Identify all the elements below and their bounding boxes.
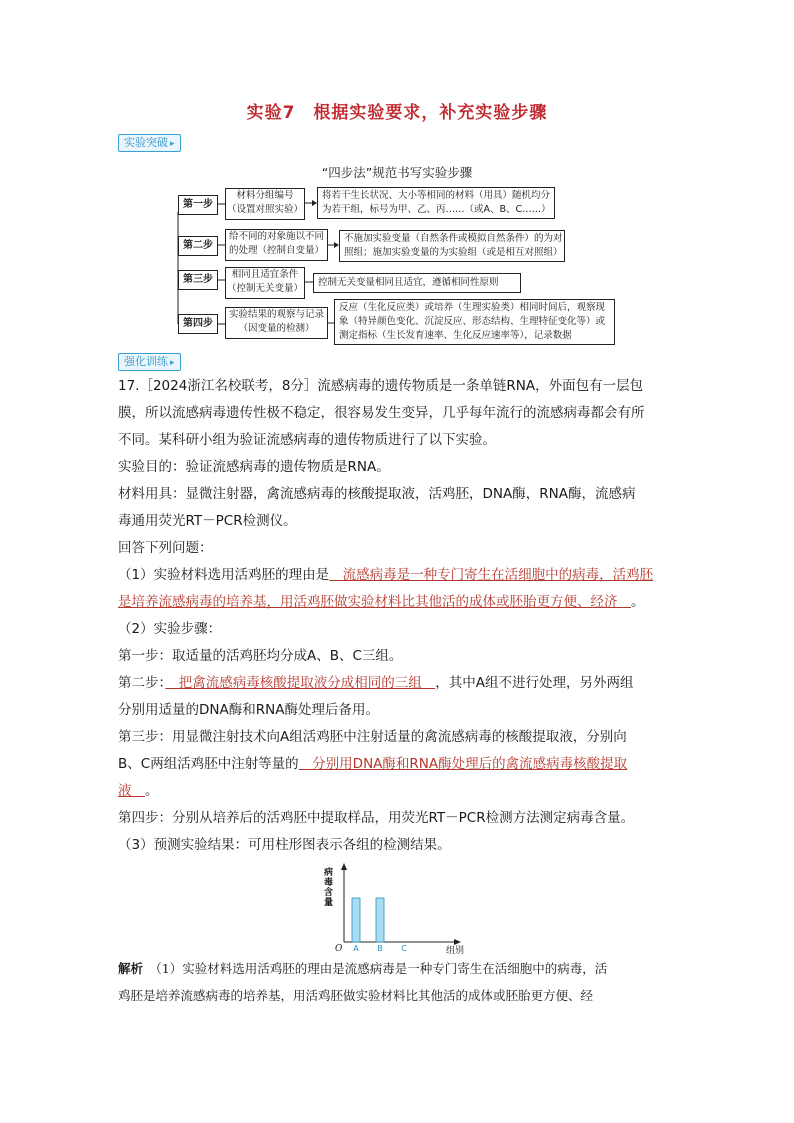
- q1-line: [118, 589, 678, 616]
- category-label-A: A: [353, 944, 359, 953]
- stem-line: 不同。某科研小组为验证流感病毒的遗传物质进行了以下实验。: [118, 432, 496, 448]
- materials-line: 毒通用荧光RT－PCR检测仪。: [118, 513, 297, 529]
- q1-answer: 流感病毒是一种专门寄生在活细胞中的病毒，活鸡胚: [329, 567, 654, 583]
- step-four: 第四步：分别从培养后的活鸡胚中提取样品，用荧光RT－PCR检测方法测定病毒含量。: [118, 810, 635, 826]
- step-three-line3: [118, 778, 678, 805]
- punctuation: 。: [145, 783, 159, 799]
- step-one: 第一步：取适量的活鸡胚均分成A、B、C三组。: [118, 648, 403, 664]
- tag-label: 实验突破: [124, 136, 168, 149]
- materials-line: 材料用具：显微注射器，禽流感病毒的核酸提取液，活鸡胚，DNA酶，RNA酶，流感病: [118, 486, 636, 502]
- analysis-label: 解析: [118, 961, 144, 976]
- bar-B: [376, 898, 384, 942]
- step-1-label: 第一步: [178, 195, 218, 215]
- q1-prefix: （1）实验材料选用活鸡胚的理由是: [118, 567, 330, 583]
- result-bar-chart: [318, 862, 478, 954]
- step-1-description: 将若干生长状况、大小等相同的材料（用具）随机均分 为若干组，标号为甲、乙、丙……（或A、B、C……）: [317, 187, 555, 219]
- stem-line: 17.［2024浙江名校联考，8分］流感病毒的遗传物质是一条单链RNA，外面包有一层包: [118, 378, 644, 394]
- step-2-label: 第二步: [178, 236, 218, 256]
- section-tag-training: [118, 353, 181, 371]
- y-axis-arrow: [341, 863, 347, 870]
- step-two-line2: 分别用适量的DNA酶和RNA酶处理后备用。: [118, 702, 379, 718]
- step-4-action: 实验结果的观察与记录 （因变量的检测）: [225, 307, 328, 339]
- step-three-line1: 第三步：用显微注射技术向A组活鸡胚中注射适量的禽流感病毒的核酸提取液，分别向: [118, 729, 627, 745]
- category-label-C: C: [401, 944, 407, 953]
- q1-line: [118, 562, 678, 589]
- step-3-label: 第三步: [178, 270, 218, 290]
- analysis-line: 鸡胚是培养流感病毒的培养基，用活鸡胚做实验材料比其他活的成体或胚胎更方便、经: [118, 988, 594, 1003]
- category-label-B: B: [377, 944, 383, 953]
- analysis-line: [118, 955, 678, 982]
- punctuation: 。: [631, 594, 645, 610]
- x-axis-arrow: [454, 939, 461, 945]
- step-2-action: 给不同的对象施以不同 的处理（控制自变量）: [225, 229, 328, 261]
- origin-label: O: [335, 944, 343, 954]
- step-two-suffix: ，其中A组不进行处理，另外两组: [435, 675, 634, 691]
- stem-line: 膜，所以流感病毒遗传性极不稳定，很容易发生变异，几乎每年流行的流感病毒都会有所: [118, 405, 645, 421]
- step-two-prefix: 第二步：: [118, 675, 166, 691]
- chevron-right-icon: ▸: [170, 358, 175, 368]
- step-two: [118, 670, 678, 697]
- question-stem: [118, 373, 678, 859]
- analysis-text: （1）实验材料选用活鸡胚的理由是流感病毒是一种专门寄生在活细胞中的病毒，活: [143, 961, 608, 976]
- step-4-description: 反应（生化反应类）或培养（生理实验类）相同时间后，观察现 象（特异颜色变化、沉淀反应、形态结构、生理特征变化等）或 测定指标（生长发育速率、生化反应速率等），记录数据: [334, 299, 615, 345]
- step-2-description: 不施加实验变量（自然条件或模拟自然条件）的为对 照组；施加实验变量的为实验组（或是相互对照组）: [339, 230, 565, 262]
- step-3-action: 相同且适宜条件 （控制无关变量）: [225, 267, 305, 299]
- tag-label: 强化训练: [124, 355, 168, 368]
- step-two-answer: 把禽流感病毒核酸提取液分成相同的三组: [165, 675, 436, 691]
- step-three-answer: 液: [118, 783, 145, 799]
- chevron-right-icon: ▸: [170, 139, 175, 149]
- q2-heading: （2）实验步骤：: [118, 621, 222, 637]
- step-three-prefix: B、C两组活鸡胚中注射等量的: [118, 756, 299, 772]
- step-1-action: 材料分组编号 （设置对照实验）: [225, 188, 305, 220]
- x-axis-label: 组别: [446, 946, 465, 954]
- analysis-block: [118, 955, 678, 1009]
- page-title: 实验7 根据实验要求，补充实验步骤: [246, 103, 548, 123]
- q3-heading: （3）预测实验结果：可用柱形图表示各组的检测结果。: [118, 837, 451, 853]
- y-axis-label: 病毒含量: [324, 868, 334, 908]
- q1-answer: 是培养流感病毒的培养基，用活鸡胚做实验材料比其他活的成体或胚胎更方便、经济: [118, 594, 631, 610]
- step-4-label: 第四步: [178, 314, 218, 334]
- prompt-line: 回答下列问题：: [118, 540, 213, 556]
- step-3-description: 控制无关变量相同且适宜，遵循相同性原则: [313, 273, 521, 293]
- bar-A: [352, 898, 360, 942]
- experiment-aim: 实验目的：验证流感病毒的遗传物质是RNA。: [118, 459, 390, 475]
- section-tag-experiment: [118, 134, 181, 152]
- flowchart-title: “四步法”规范书写实验步骤: [321, 165, 473, 180]
- step-three-answer: 分别用DNA酶和RNA酶处理后的禽流感病毒核酸提取: [298, 756, 628, 772]
- step-three-line2: [118, 751, 678, 778]
